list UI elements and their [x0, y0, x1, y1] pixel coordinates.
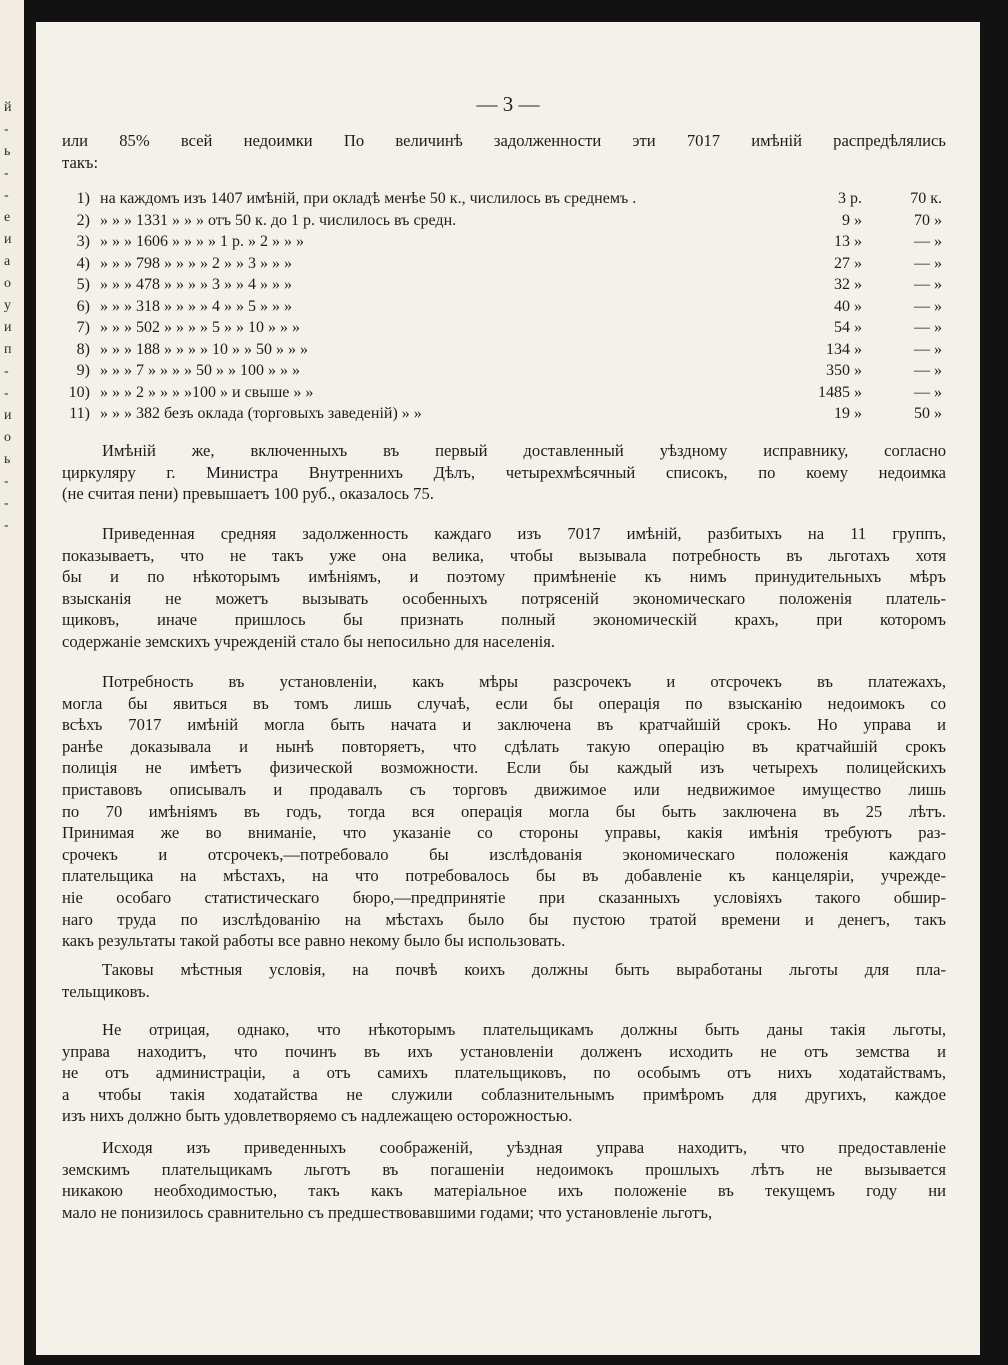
row-kopecks: — » [914, 233, 942, 250]
text-line: циркуляру г. Министра Внутреннихъ Дѣлъ, четырехмѣсячный списокъ, по коему недоимка [62, 462, 946, 482]
table-row [60, 298, 944, 320]
paragraph-5 [62, 1019, 946, 1127]
table-row [60, 319, 944, 341]
row-amount: 27 » [834, 254, 862, 272]
text-line: щиковъ, иначе пришлось бы признать полный экономическiй крахъ, при которомъ [62, 610, 946, 630]
text-line: или 85% всей недоимки По величинѣ задолженности эти 7017 имѣнiй распредѣлялись [62, 131, 946, 150]
table-row [60, 255, 944, 277]
debt-distribution-table [60, 190, 944, 427]
text-line: не отъ администрацiи, а отъ самихъ плательщиковъ, по особымъ отъ нихъ ходатайствамъ, [62, 1063, 946, 1083]
row-kopecks: — » [914, 297, 942, 315]
row-description: » » » 478 » » » » 3 » » 4 » » » [100, 276, 292, 293]
row-number: 7) [76, 319, 90, 336]
margin-char: - [4, 474, 9, 489]
row-amount: 19 » [834, 405, 862, 422]
table-row [60, 190, 944, 212]
row-amount: 1485 » [818, 383, 862, 401]
row-amount: 134 » [826, 340, 862, 358]
row-kopecks: — » [914, 254, 942, 272]
text-line: приставовъ описывалъ и продавалъ съ торговъ движимое или недвижимое имущество лишь [62, 779, 946, 799]
table-row [60, 233, 944, 255]
row-amount: 350 » [826, 362, 862, 379]
row-number: 9) [76, 362, 90, 379]
row-description: » » » 318 » » » » 4 » » 5 » » » [100, 297, 292, 315]
text-line: изъ нихъ должно быть удовлетворяемо съ надлежащею осторожностью. [62, 1106, 573, 1126]
text-line: нiе особаго статистическаго бюро,—предпринятiе при сказанныхъ условiяхъ такого обшир- [62, 887, 946, 907]
table-row [60, 276, 944, 298]
row-kopecks: — » [914, 383, 942, 401]
row-description: на каждомъ изъ 1407 имѣнiй, при окладѣ менѣе 50 к., числилось въ среднемъ . [100, 190, 637, 207]
row-amount: 54 » [834, 319, 862, 336]
row-amount: 9 » [842, 211, 862, 229]
row-description: » » » 1331 » » » отъ 50 к. до 1 р. числилось въ средн. [100, 211, 457, 229]
text-line: Таковы мѣстныя условiя, на почвѣ коихъ должны быть выработаны льготы для пла- [102, 960, 946, 979]
page-number: — 3 — [476, 92, 540, 116]
margin-char: о [4, 430, 11, 445]
paragraph-1 [62, 440, 946, 505]
margin-char: и [4, 320, 12, 335]
margin-char: и [4, 232, 12, 247]
row-amount: 13 » [834, 233, 862, 250]
row-kopecks: — » [914, 319, 942, 336]
text-line: никакою необходимостью, такъ какъ матерiальное ихъ положенiе въ текущемъ году ни [62, 1181, 946, 1201]
margin-char: и [4, 408, 12, 423]
text-line: Исходя изъ приведенныхъ соображенiй, уѣздная управа находитъ, что предоставленiе [102, 1138, 946, 1157]
text-line: показываетъ, что не такъ уже она велика, чтобы вызывала потребность въ льготахъ хотя [62, 545, 946, 565]
text-line: Имѣнiй же, включенныхъ въ первый доставленный уѣздному исправнику, согласно [102, 441, 946, 460]
text-line: срочекъ и отсрочекъ,—потребовало бы изслѣдованiя экономическаго положенiя каждаго [62, 844, 946, 864]
text-line: (не считая пени) превышаетъ 100 руб., оказалось 75. [62, 484, 434, 504]
row-description: » » » 382 безъ оклада (торговыхъ заведенiй) » » [100, 405, 422, 422]
text-line: а чтобы такiя ходатайства не служили соблазнительнымъ примѣромъ для другихъ, каждое [62, 1084, 946, 1104]
row-kopecks: — » [914, 276, 942, 293]
margin-char: - [4, 364, 9, 379]
margin-char: е [4, 210, 11, 225]
paragraph-3 [62, 671, 946, 952]
row-number: 1) [76, 190, 90, 207]
row-number: 10) [68, 383, 90, 401]
row-kopecks: 70 к. [910, 190, 942, 207]
text-line: тельщиковъ. [62, 981, 150, 1001]
table-row [60, 212, 944, 234]
row-amount: 3 р. [838, 190, 862, 207]
margin-char: - [4, 518, 9, 533]
row-description: » » » 798 » » » » 2 » » 3 » » » [100, 254, 292, 272]
text-line: содержанiе земскихъ учрежденiй стало бы непосильно для населенiя. [62, 631, 555, 651]
paragraph-2 [62, 523, 946, 653]
row-amount: 40 » [834, 297, 862, 315]
row-description: » » » 2 » » » »100 » и свыше » » [100, 383, 314, 401]
row-number: 2) [76, 211, 90, 229]
text-line: по 70 имѣнiямъ въ годъ, тогда вся операцiя могла бы быть заключена въ 25 лѣтъ. [62, 801, 946, 821]
row-number: 6) [76, 297, 90, 315]
margin-char: а [4, 254, 11, 269]
text-line: управа находитъ, что починъ въ ихъ установленiи долженъ исходить не отъ земства и [62, 1041, 946, 1061]
row-number: 5) [76, 276, 90, 293]
margin-char: й [4, 100, 12, 115]
text-line: полицiя не имѣетъ физической возможности. Если бы каждый изъ четырехъ полицейскихъ [62, 758, 946, 778]
row-description: » » » 7 » » » » 50 » » 100 » » » [100, 362, 300, 379]
adjacent-page-strip [0, 0, 24, 1365]
text-line: Приведенная средняя задолженность каждаго изъ 7017 имѣнiй, разбитыхъ на 11 группъ, [102, 524, 946, 543]
row-kopecks: — » [914, 362, 942, 379]
row-number: 4) [76, 254, 90, 272]
text-line: Потребность въ установленiи, какъ мѣры разсрочекъ и отсрочекъ въ платежахъ, [102, 672, 946, 691]
margin-char: - [4, 386, 9, 401]
row-amount: 32 » [834, 276, 862, 293]
margin-char: - [4, 166, 9, 181]
row-number: 11) [69, 405, 90, 422]
intro-text [62, 130, 946, 173]
text-line: какъ результаты такой работы все равно некому было бы использовать. [62, 931, 566, 951]
text-line: наго труда по изслѣдованiю на мѣстахъ было бы пустою тратой времени и денегъ, такъ [62, 909, 946, 929]
table-row [60, 341, 944, 363]
row-number: 8) [76, 340, 90, 358]
margin-char: ь [4, 452, 11, 467]
row-kopecks: — » [914, 340, 942, 358]
table-row [60, 384, 944, 406]
margin-char: о [4, 276, 11, 291]
row-number: 3) [76, 233, 90, 250]
text-line: могла бы явиться въ томъ лишь случаѣ, если бы операцiя по взысканiю недоимокъ со [62, 693, 946, 713]
paragraph-6 [62, 1137, 946, 1223]
text-line: такъ: [62, 152, 99, 172]
text-line: плательщика на мѣстахъ, на что потребовалось бы въ добавленiе къ канцелярiи, учрежде- [62, 866, 946, 886]
row-description: » » » 502 » » » » 5 » » 10 » » » [100, 319, 300, 336]
margin-char: п [4, 342, 12, 357]
text-line: бы и по нѣкоторымъ имѣнiямъ, и поэтому примѣненiе къ нимъ принудительныхъ мѣръ [62, 567, 946, 587]
row-description: » » » 1606 » » » » 1 р. » 2 » » » [100, 233, 304, 250]
text-line: Принимая же во вниманiе, что указанiе со стороны управы, какiя имѣнiя требуютъ раз- [62, 823, 946, 843]
document-page [36, 22, 980, 1355]
table-row [60, 362, 944, 384]
margin-char: - [4, 188, 9, 203]
paragraph-4 [62, 959, 946, 1002]
row-kopecks: 70 » [914, 211, 942, 229]
text-line: всѣхъ 7017 имѣнiй могла быть начата и заключена въ кратчайшiй срокъ. Но управа и [62, 715, 946, 735]
text-line: взысканiя не можетъ вызывать особенныхъ потрясенiй экономическаго положенiя платель- [62, 588, 946, 608]
margin-char: - [4, 122, 9, 137]
text-line: ранѣе доказывала и нынѣ повторяетъ, что сдѣлать такую операцiю въ кратчайшiй срокъ [62, 736, 946, 756]
row-description: » » » 188 » » » » 10 » » 50 » » » [100, 340, 308, 358]
text-line: земскимъ плательщикамъ льготъ въ погашенiи недоимокъ прошлыхъ лѣтъ не вызывается [62, 1159, 946, 1179]
row-kopecks: 50 » [914, 405, 942, 422]
margin-char: у [4, 298, 11, 313]
margin-char: ь [4, 144, 11, 159]
text-line: Не отрицая, однако, что нѣкоторымъ плательщикамъ должны быть даны такiя льготы, [102, 1020, 946, 1039]
margin-char: - [4, 496, 9, 511]
text-line: мало не понизилось сравнительно съ предшествовавшими годами; что установленiе льготъ, [62, 1202, 713, 1222]
table-row [60, 405, 944, 427]
